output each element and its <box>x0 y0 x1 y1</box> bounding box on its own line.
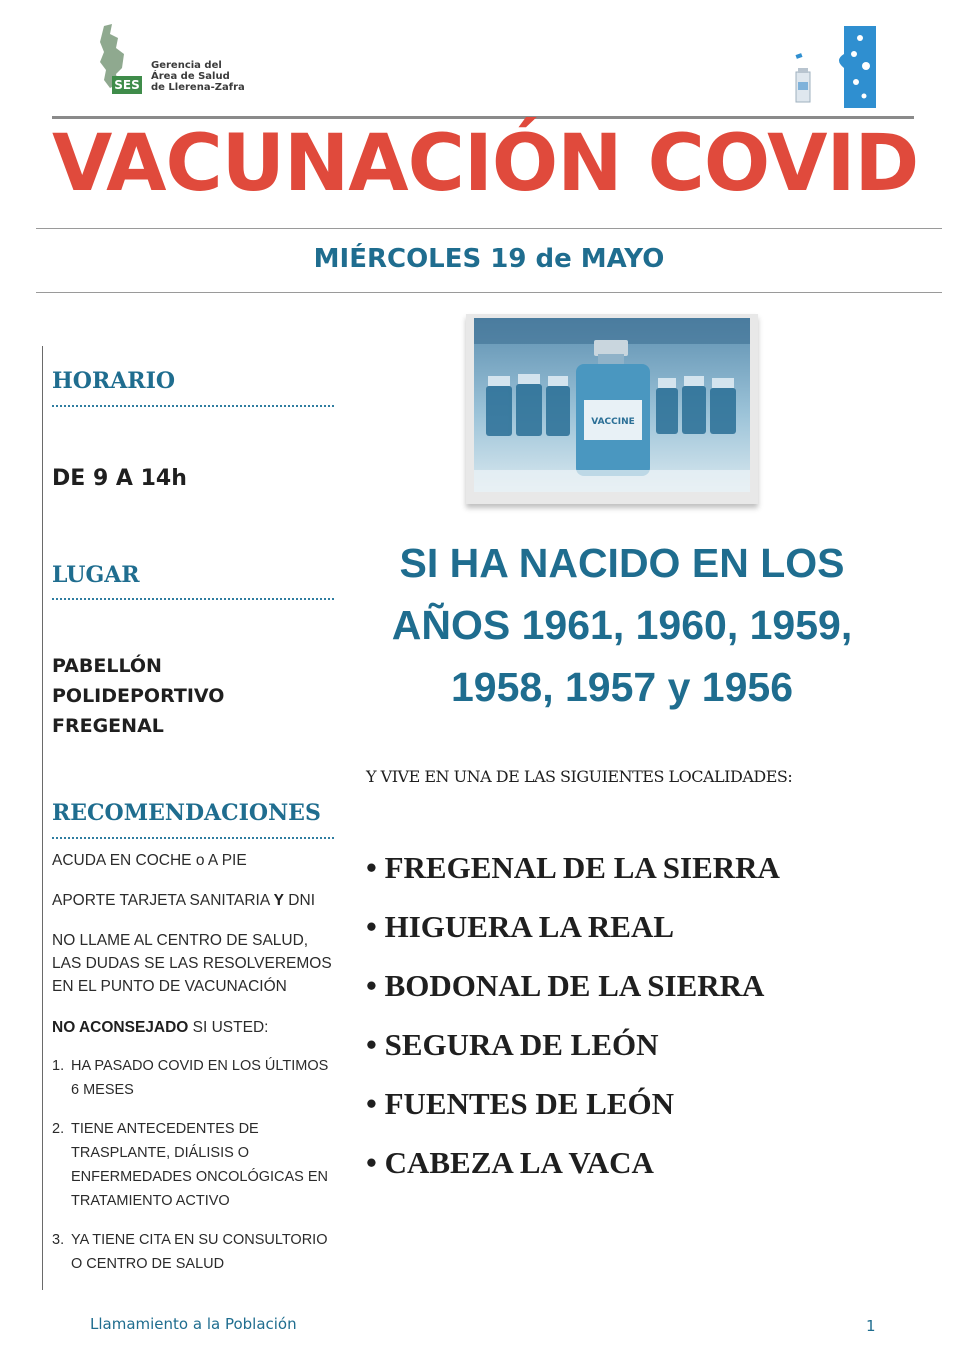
divider <box>36 292 942 293</box>
town-item: • FUENTES DE LEÓN <box>366 1086 675 1121</box>
dotted-divider <box>52 598 334 600</box>
page-number: 1 <box>866 1317 876 1335</box>
ses-logo <box>96 24 256 100</box>
rec-text: APORTE TARJETA SANITARIA <box>52 892 274 909</box>
list-line: TIENE ANTECEDENTES DE <box>71 1121 259 1137</box>
rec-line: NO LLAME AL CENTRO DE SALUD, <box>52 932 309 949</box>
town-item: • CABEZA LA VACA <box>366 1145 654 1180</box>
list-line: TRATAMIENTO ACTIVO <box>71 1193 230 1209</box>
town-item: • FREGENAL DE LA SIERRA <box>366 850 780 885</box>
headline-line: SI HA NACIDO EN LOS <box>399 540 845 586</box>
list-line: O CENTRO DE SALUD <box>71 1256 225 1272</box>
list-line: HA PASADO COVID EN LOS ÚLTIMOS <box>71 1058 329 1074</box>
date-heading: MIÉRCOLES 19 de MAYO <box>313 244 665 274</box>
horario-heading: HORARIO <box>52 368 176 394</box>
horario-value: DE 9 A 14h <box>52 466 187 491</box>
recomendaciones-heading: RECOMENDACIONES <box>52 800 321 826</box>
lugar-line: POLIDEPORTIVO <box>52 685 225 707</box>
logo-line: Área de Salud <box>151 71 230 82</box>
ses-badge: SES <box>112 76 142 94</box>
list-line: TRASPLANTE, DIÁLISIS O <box>71 1145 250 1161</box>
headline <box>366 532 878 718</box>
list-number: 1. <box>52 1058 65 1074</box>
vial-label: VACCINE <box>591 417 635 427</box>
dotted-divider <box>52 405 334 407</box>
rec-line: EN EL PUNTO DE VACUNACIÓN <box>52 978 287 995</box>
rec-text-bold: Y <box>273 892 284 909</box>
lugar-line: FREGENAL <box>52 715 164 737</box>
list-number: 2. <box>52 1121 65 1137</box>
vaccine-bottles-image <box>466 314 758 504</box>
footer-title: Llamamiento a la Población <box>90 1315 297 1333</box>
town-item: • SEGURA DE LEÓN <box>366 1027 659 1062</box>
list-item <box>71 1228 341 1276</box>
list-number: 3. <box>52 1232 65 1248</box>
vaccine-vial-icon <box>790 24 880 110</box>
page-title: VACUNACIÓN COVID <box>52 119 919 209</box>
vaccine-photo <box>466 314 758 504</box>
left-column-rule <box>42 346 43 1290</box>
list-item <box>71 1054 341 1102</box>
recommendation <box>52 889 342 912</box>
headline-line: 1958, 1957 y 1956 <box>451 664 793 710</box>
rec-text: DNI <box>284 892 315 909</box>
logo-line: Gerencia del <box>151 60 222 71</box>
divider <box>36 228 942 229</box>
list-line: YA TIENE CITA EN SU CONSULTORIO <box>71 1232 328 1248</box>
rec-line: LAS DUDAS SE LAS RESOLVEREMOS <box>52 955 332 972</box>
not-advised-heading <box>52 1016 342 1039</box>
subheading: Y VIVE EN UNA DE LAS SIGUIENTES LOCALIDADES: <box>366 767 793 786</box>
list-line: 6 MESES <box>71 1082 134 1098</box>
recommendation: ACUDA EN COCHE o A PIE <box>52 852 247 869</box>
logo-line: de Llerena-Zafra <box>151 82 245 93</box>
not-advised-rest: SI USTED: <box>188 1019 269 1036</box>
recommendation <box>52 929 342 998</box>
logo-text <box>151 60 245 93</box>
list-item <box>71 1117 341 1213</box>
town-item: • HIGUERA LA REAL <box>366 909 675 944</box>
town-item: • BODONAL DE LA SIERRA <box>366 968 765 1003</box>
not-advised-bold: NO ACONSEJADO <box>52 1019 189 1036</box>
dotted-divider <box>52 837 334 839</box>
headline-line: AÑOS 1961, 1960, 1959, <box>391 602 853 648</box>
list-line: ENFERMEDADES ONCOLÓGICAS EN <box>71 1169 329 1185</box>
lugar-line: PABELLÓN <box>52 655 162 677</box>
lugar-heading: LUGAR <box>52 562 140 588</box>
